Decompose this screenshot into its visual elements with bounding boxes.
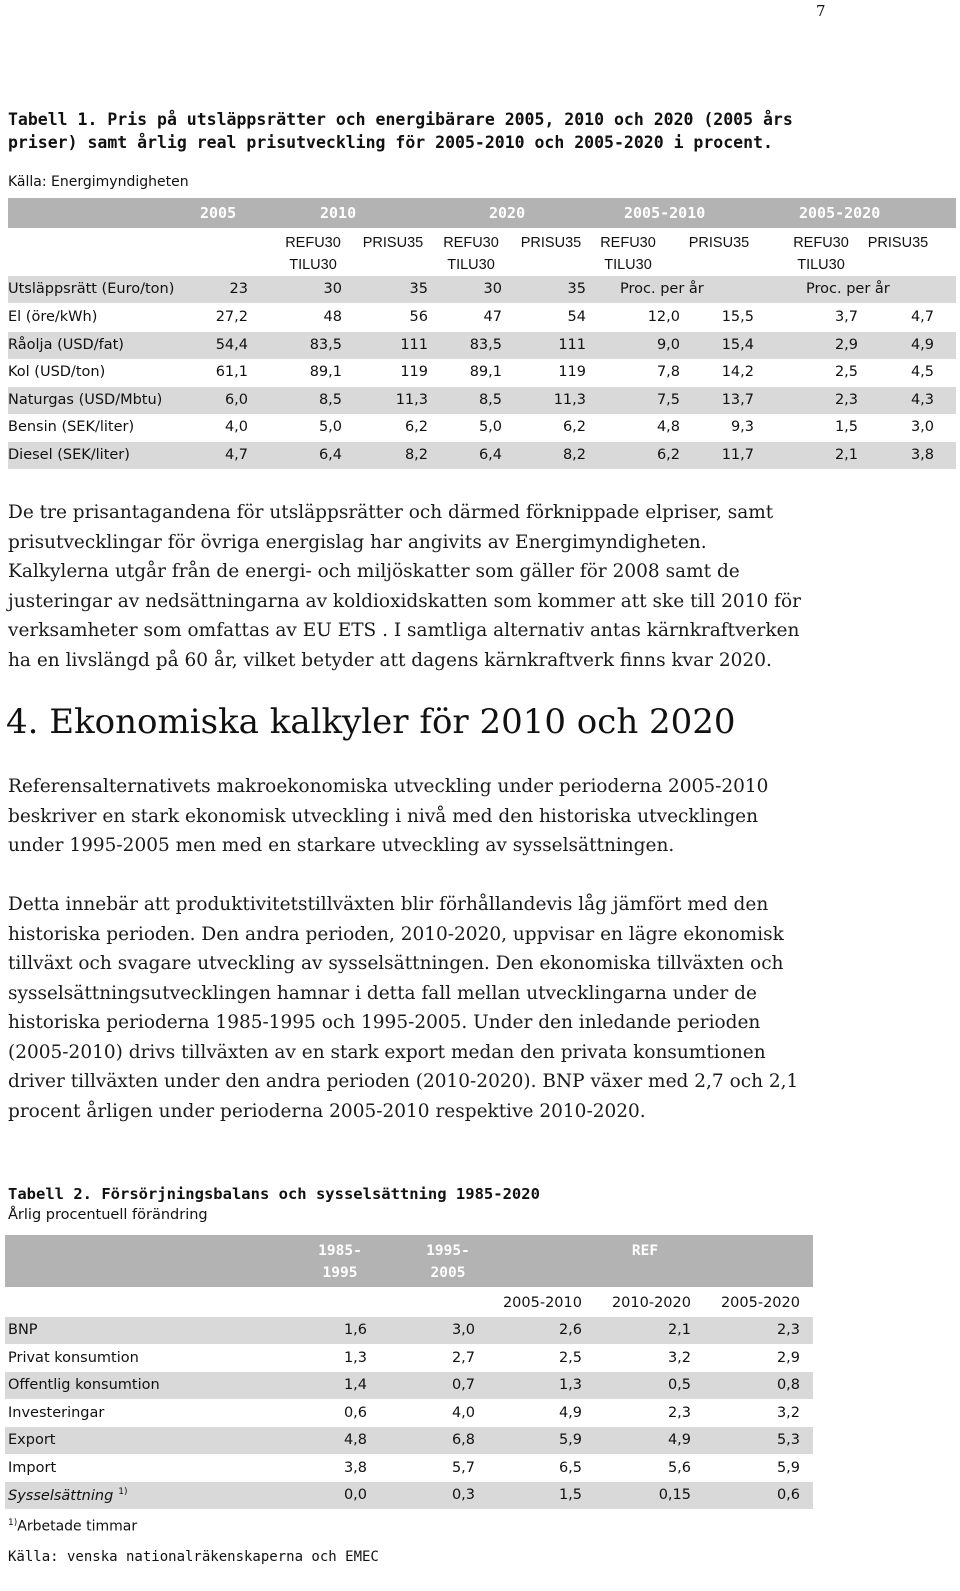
cell: 6,4 <box>478 446 502 463</box>
cell: 3,0 <box>451 1322 475 1338</box>
cell: 9,0 <box>656 336 680 353</box>
row-label <box>8 1377 160 1393</box>
cell: 47 <box>483 309 502 325</box>
cell: 1,5 <box>834 419 858 435</box>
table2-subtitle: Årlig procentuell förändring <box>8 1207 208 1223</box>
cell: 7,5 <box>656 391 680 408</box>
cell: 5,9 <box>558 1432 582 1448</box>
cell: 4,9 <box>558 1404 582 1421</box>
table1-title: Tabell 1. Pris på utsläppsrätter och energibärare 2005, 2010 och 2020 (2005 års priser) samt årlig real prisutveckling för 2005-2010 och 2005-2020 i procent. <box>8 110 793 152</box>
cell: 9,3 <box>730 419 754 435</box>
year-header: 2010 <box>320 204 357 222</box>
cell: 0,8 <box>776 1377 800 1393</box>
table1-source: Källa: Energimyndigheten <box>8 174 189 190</box>
paragraph-productivity: Detta innebär att produktivitetstillväxten blir förhållandevis låg jämfört med den historiska perioden. Den andra perioden, 2010-2020, uppvisar en lägre ekonomisk tillväxt och svagare utveckling av sysselsättningen. Den ekonomiska tillväxten och sysselsättningsutvecklingen hamnar i detta fall mellan utvecklingarna under de historiska perioderna 1985-1995 och 1995-2005. Under den inledande perioden (2005-2010) drivs tillväxten av en stark export medan den privata konsumtionen driver tillväxten under den andra perioden (2010-2020). BNP växer med 2,7 och 2,1 procent årligen under perioderna 2005-2010 respektive 2010-2020. <box>8 894 799 1122</box>
cell: 7,8 <box>656 364 680 380</box>
section-heading: 4. Ekonomiska kalkyler för 2010 och 2020 <box>6 702 736 742</box>
year-header: 2005 <box>200 204 237 222</box>
table-row <box>5 1427 813 1454</box>
cell: 1,3 <box>558 1377 582 1393</box>
scenario-header: REFU30 TILU30 <box>443 235 499 273</box>
cell: 0,15 <box>658 1487 691 1503</box>
cell: 35 <box>567 281 586 297</box>
cell: 3,2 <box>776 1404 800 1421</box>
cell: 2,6 <box>558 1322 582 1338</box>
header-1995-2005: 1995- 2005 <box>426 1243 470 1281</box>
cell: 83,5 <box>309 336 342 353</box>
subheader: 2005-2020 <box>720 1295 800 1311</box>
cell: 5,9 <box>776 1459 800 1476</box>
table2-footnote <box>8 1518 137 1535</box>
row-label <box>8 1487 128 1504</box>
cell: 6,2 <box>404 419 428 435</box>
row-label-text: BNP <box>8 1322 38 1338</box>
scenario-header: REFU30 TILU30 <box>793 235 849 273</box>
table-row <box>8 442 956 469</box>
year-header: 2020 <box>489 204 526 222</box>
cell: 6,0 <box>224 391 248 408</box>
cell: 1,3 <box>343 1349 367 1366</box>
cell: 8,2 <box>562 446 586 463</box>
cell: 14,2 <box>721 364 754 380</box>
cell: 13,7 <box>721 391 754 408</box>
row-label <box>8 1322 38 1338</box>
cell: 0,5 <box>667 1377 691 1393</box>
cell: 15,4 <box>721 336 754 353</box>
row-label: El (öre/kWh) <box>8 309 98 325</box>
table2-title: Tabell 2. Försörjningsbalans och sysselsättning 1985-2020 <box>8 1185 540 1203</box>
scenario-header: PRISU35 <box>688 235 750 251</box>
cell: 111 <box>558 336 586 353</box>
unit-note: Proc. per år <box>806 281 890 297</box>
cell: 111 <box>400 336 428 353</box>
cell: 6,2 <box>562 419 586 435</box>
cell: 30 <box>323 281 342 297</box>
cell: 6,5 <box>558 1459 582 1476</box>
cell: 5,0 <box>318 419 342 435</box>
cell: 0,6 <box>776 1487 800 1503</box>
cell: 11,7 <box>721 446 754 463</box>
cell: 56 <box>409 309 428 325</box>
subheader: 2010-2020 <box>611 1295 691 1311</box>
cell: 8,2 <box>404 446 428 463</box>
cell: 2,5 <box>834 364 858 380</box>
cell: 3,0 <box>910 419 934 435</box>
cell: 5,0 <box>478 419 502 435</box>
table2-subheader-row <box>5 1290 813 1317</box>
cell: 48 <box>323 309 342 325</box>
row-label <box>8 1432 55 1448</box>
cell: 11,3 <box>395 391 428 408</box>
cell: 0,3 <box>451 1487 475 1503</box>
cell: 5,3 <box>776 1432 800 1448</box>
header-ref: REF <box>631 1243 659 1259</box>
cell: 1,6 <box>343 1322 367 1338</box>
cell: 2,3 <box>776 1322 800 1338</box>
cell: 27,2 <box>215 309 248 325</box>
cell: 4,8 <box>343 1432 367 1448</box>
scenario-header: REFU30 TILU30 <box>600 235 656 273</box>
cell: 83,5 <box>469 336 502 353</box>
table2-header <box>5 1235 813 1287</box>
scenario-header: PRISU35 <box>520 235 582 251</box>
table-row <box>5 1482 813 1509</box>
row-label: Råolja (USD/fat) <box>8 336 124 353</box>
cell: 2,5 <box>558 1349 582 1366</box>
year-header: 2005-2020 <box>799 204 881 222</box>
row-label-text: Offentlig konsumtion <box>8 1377 160 1393</box>
cell: 89,1 <box>309 364 342 380</box>
table-row <box>8 304 956 331</box>
unit-note: Proc. per år <box>620 281 704 297</box>
cell: 2,3 <box>834 391 858 408</box>
scenario-header: PRISU35 <box>867 235 929 251</box>
cell: 89,1 <box>469 364 502 380</box>
cell: 8,5 <box>318 391 342 408</box>
table-row <box>8 359 956 386</box>
cell: 11,3 <box>553 391 586 408</box>
cell: 3,7 <box>834 309 858 325</box>
row-label-text: Investeringar <box>8 1404 105 1421</box>
cell: 4,7 <box>224 446 248 463</box>
row-label-text: Privat konsumtion <box>8 1349 139 1366</box>
cell: 4,8 <box>656 419 680 435</box>
row-label: Utsläppsrätt (Euro/ton) <box>8 281 175 297</box>
cell: 3,8 <box>343 1459 367 1476</box>
cell: 4,9 <box>910 336 934 353</box>
cell: 30 <box>483 281 502 297</box>
cell: 12,0 <box>647 309 680 325</box>
table-row <box>5 1345 813 1372</box>
footnote-ref: 1) <box>118 1487 128 1497</box>
cell: 8,5 <box>478 391 502 408</box>
row-label-text: Import <box>8 1459 57 1476</box>
cell: 5,6 <box>667 1459 691 1476</box>
paragraph-reference: Referensalternativets makroekonomiska utveckling under perioderna 2005-2010 beskriver en stark ekonomisk utveckling i nivå med den historiska utvecklingen under 1995-2005 men med en starkare utveckling av sysselsättningen. <box>8 776 769 856</box>
cell: 2,1 <box>667 1322 691 1338</box>
row-label-text: Export <box>8 1432 56 1448</box>
cell: 15,5 <box>721 309 754 325</box>
cell: 5,7 <box>451 1459 475 1476</box>
table-row <box>8 414 956 441</box>
row-label: Diesel (SEK/liter) <box>8 446 130 463</box>
footnote-text: Arbetade timmar <box>17 1518 138 1535</box>
cell: 119 <box>558 364 586 380</box>
row-label-text: Sysselsättning <box>8 1487 114 1504</box>
cell: 35 <box>409 281 428 297</box>
cell: 6,8 <box>451 1432 475 1448</box>
cell: 4,5 <box>910 364 934 380</box>
cell: 4,0 <box>451 1404 475 1421</box>
cell: 3,2 <box>667 1349 691 1366</box>
cell: 2,3 <box>667 1404 691 1421</box>
cell: 1,5 <box>558 1487 582 1503</box>
cell: 4,3 <box>910 391 934 408</box>
table-row <box>5 1372 813 1399</box>
cell: 1,4 <box>343 1377 367 1393</box>
cell: 54 <box>567 309 586 325</box>
cell: 0,7 <box>451 1377 475 1393</box>
table-row <box>8 387 956 414</box>
row-label: Bensin (SEK/liter) <box>8 419 135 435</box>
footnote-marker: 1) <box>8 1518 18 1528</box>
row-label: Kol (USD/ton) <box>8 364 106 380</box>
table1-year-header <box>8 198 956 228</box>
row-label: Naturgas (USD/Mbtu) <box>8 391 163 408</box>
table-row <box>5 1317 813 1344</box>
cell: 2,7 <box>451 1349 475 1366</box>
table-row <box>5 1400 813 1427</box>
cell: 0,6 <box>343 1404 367 1421</box>
cell: 6,4 <box>318 446 342 463</box>
cell: 4,0 <box>224 419 248 435</box>
cell: 2,9 <box>834 336 858 353</box>
cell: 4,7 <box>910 309 934 325</box>
cell: 0,0 <box>343 1487 367 1503</box>
row-label <box>8 1405 104 1421</box>
subheader: 2005-2010 <box>502 1295 582 1311</box>
row-label <box>8 1350 139 1366</box>
table1-unit-row <box>8 276 956 303</box>
cell: 23 <box>229 281 248 297</box>
cell: 2,9 <box>776 1349 800 1366</box>
scenario-header: REFU30 TILU30 <box>285 235 341 273</box>
page-number: 7 <box>816 2 826 20</box>
cell: 3,8 <box>910 446 934 463</box>
paragraph-prices: De tre prisantagandena för utsläppsrätter och därmed förknippade elpriser, samt prisutvecklingar för övriga energislag har angivits av Energimyndigheten. Kalkylerna utgår från de energi- och miljöskatter som gäller för 2008 samt de justeringar av nedsättningarna av koldioxidskatten som kommer att ske till 2010 för verksamheter som omfattas av EU ETS . I samtliga alternativ antas kärnkraftverken ha en livslängd på 60 år, vilket betyder att dagens kärnkraftverk finns kvar 2020. <box>8 502 801 671</box>
year-header: 2005-2010 <box>624 204 706 222</box>
row-label <box>8 1460 56 1476</box>
header-1985-1995: 1985- 1995 <box>318 1243 362 1281</box>
cell: 6,2 <box>656 446 680 463</box>
table-row <box>5 1455 813 1482</box>
cell: 119 <box>400 364 428 380</box>
cell: 54,4 <box>215 336 248 353</box>
cell: 61,1 <box>215 364 248 380</box>
cell: 2,1 <box>834 446 858 463</box>
scenario-header: PRISU35 <box>362 235 424 251</box>
table-row <box>8 332 956 359</box>
table2-source: Källa: venska nationalräkenskaperna och EMEC <box>8 1549 379 1565</box>
cell: 4,9 <box>667 1432 691 1448</box>
